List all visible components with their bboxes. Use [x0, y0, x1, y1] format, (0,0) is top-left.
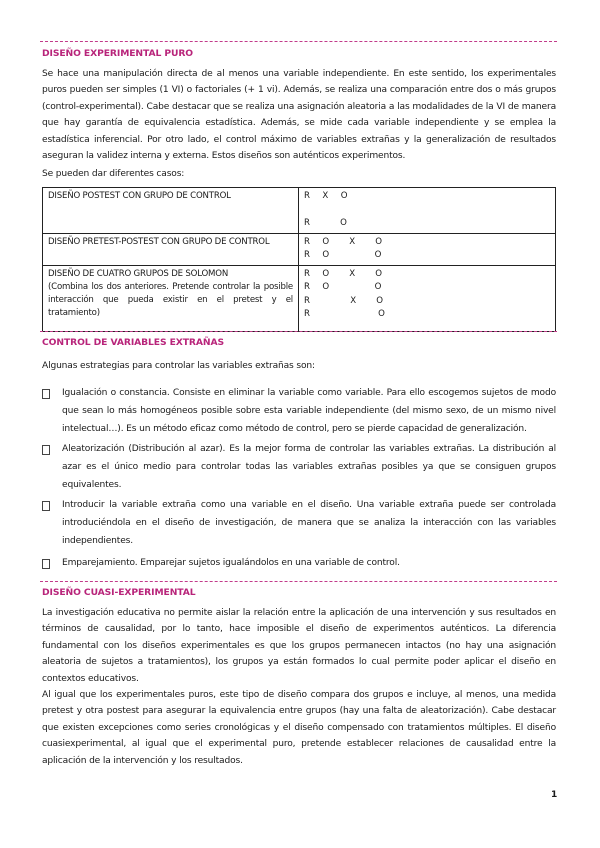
bullet-box-icon [42, 501, 50, 511]
page-number: 1 [551, 790, 558, 800]
schema-line [304, 204, 550, 218]
schema-line: R X O [304, 191, 348, 201]
section-paragraph: Se hace una manipulación directa de al menos una variable independiente. En este sentido, los experimentales puros pueden ser simples (1 VI) o factoriales (+ 1 vi). Además, se realiza una comparación entre dos o más grupos (control-experimental). Cabe destacar que se realiza una asignación aleatoria a las modalidades de la VI de manera que hay garantía de equivalencia estadística. Además, se mide cada variable independiente y se emplea la estadística inferencial. Por otro lado, el control máximo de variables extrañas y la generalización de resultados aseguran la validez interna y externa. Estos diseños son auténticos experimentos. [42, 69, 556, 162]
schema-line: R O X O [304, 268, 382, 279]
bullet-box-icon [42, 445, 50, 455]
section-paragraph: La investigación educativa no permite aislar la relación entre la aplicación de una intervención y sus resultados en términos de causalidad, por lo tanto, hace imposible el diseño de experimentos auténticos. La diferencia fundamental con los diseños experimentales es que los grupos permanecen intactos (no hay una asignación aleatoria de sujetos a tratamientos), los grupos ya están formados lo cual permite poder aplicar el diseño en contextos educativos. [42, 608, 556, 684]
design-schema-cell [299, 188, 556, 234]
design-schema-cell [299, 265, 556, 331]
table-row [43, 188, 556, 234]
table-row [43, 233, 556, 265]
strategies-intro: Algunas estrategias para controlar las variables extrañas son: [42, 361, 315, 371]
design-name-cell [43, 188, 299, 234]
design-name: DISEÑO DE CUATRO GRUPOS DE SOLOMON [48, 268, 229, 279]
list-item: Emparejamiento. Emparejar sujetos igualándolos en una variable de control. [62, 558, 400, 568]
design-name-cell [43, 233, 299, 265]
schema-line: R O O [304, 282, 382, 292]
section-title-cuasi-experimental: DISEÑO CUASI-EXPERIMENTAL [42, 587, 196, 598]
schema-line: R O [304, 218, 347, 228]
section-divider [40, 41, 557, 42]
bullet-box-icon [42, 559, 50, 569]
section-divider [40, 581, 557, 582]
schema-line: R O [304, 309, 385, 319]
section-paragraph: Al igual que los experimentales puros, este tipo de diseño compara dos grupos e incluye, al menos, una medida pretest y otra postest para asegurar la equivalencia entre grupos (hay una falta de aleatorización). Cabe destacar que existen excepciones como series cronológicas y el diseño compensado con tratamientos múltiples. El diseño cuasiexperimental, al igual que el experimental puro, pretende establecer relaciones de causalidad entre la aplicación de la intervención y los resultados. [42, 690, 556, 766]
section-title-control-variables: CONTROL DE VARIABLES EXTRAÑAS [42, 337, 225, 348]
schema-line: R O O [304, 250, 382, 260]
list-item: Igualación o constancia. Consiste en eliminar la variable como variable. Para ello escogemos sujetos de modo que sean lo más homogéneos posible sobre esta variable independiente (del mismo sexo, de un mismo nivel intelectual…). Es un método eficaz como método de control, pero se pierde capacidad de generalización. [62, 388, 556, 435]
cases-intro: Se pueden dar diferentes casos: [42, 169, 185, 179]
list-item: Aleatorización (Distribución al azar). Es la mejor forma de controlar las variables extrañas. La distribución al azar es el único medio para controlar todas las variables extrañas posibles ya que se consiguen grupos equivalentes. [62, 444, 556, 491]
section-title-experimental-puro: DISEÑO EXPERIMENTAL PURO [42, 48, 194, 59]
list-item: Introducir la variable extraña como una variable en el diseño. Una variable extraña puede ser controlada introduciéndola en el diseño de investigación, de manera que se analiza la interacción con las variables independientes. [62, 500, 556, 547]
schema-line: R O X O [304, 236, 382, 247]
schema-line: R X O [304, 295, 383, 306]
design-schema-cell [299, 233, 556, 265]
design-note: (Combina los dos anteriores. Pretende controlar la posible interacción que pueda existir en el pretest y el tratamiento) [48, 281, 293, 318]
design-table [42, 187, 556, 332]
design-name: DISEÑO PRETEST-POSTEST CON GRUPO DE CONTROL [48, 236, 270, 247]
design-name-cell [43, 265, 299, 331]
bullet-box-icon [42, 389, 50, 399]
table-row [43, 265, 556, 331]
section-divider [40, 331, 557, 332]
design-name: DISEÑO POSTEST CON GRUPO DE CONTROL [48, 191, 231, 201]
